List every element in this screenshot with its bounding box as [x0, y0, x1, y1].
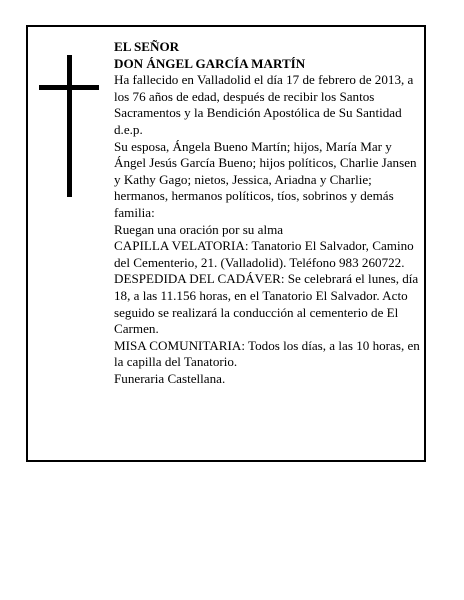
wake-chapel-paragraph: CAPILLA VELATORIA: Tanatorio El Salvador, Camino del Cementerio, 21. (Valladolid). Teléfono 983 260722.	[114, 238, 414, 270]
cross-icon	[39, 55, 99, 197]
notice-text-block	[114, 39, 424, 387]
funeral-home-paragraph: Funeraria Castellana.	[114, 370, 226, 386]
cross-horizontal-bar	[39, 85, 99, 90]
notice-title-line1: EL SEÑOR	[114, 39, 180, 54]
family-paragraph: Su esposa, Ángela Bueno Martín; hijos, María Mar y Ángel Jesús García Bueno; hijos políticos, Charlie Jansen y Kathy Gago; nietos, Jessica, Ariadna y Charlie; hermanos, hermanos políticos, tíos, sobrinos y demás familia:	[114, 138, 417, 220]
cross-vertical-bar	[67, 55, 72, 197]
farewell-paragraph: DESPEDIDA DEL CADÁVER: Se celebrará el lunes, día 18, a las 11.156 horas, en el Tanatorio El Salvador. Acto seguido se realizará la conducción al cementerio de El Carmen.	[114, 271, 419, 337]
death-notice-frame	[26, 25, 426, 462]
prayer-request-paragraph: Ruegan una oración por su alma	[114, 221, 284, 237]
death-announcement-paragraph: Ha fallecido en Valladolid el día 17 de febrero de 2013, a los 76 años de edad, después de recibir los Santos Sacramentos y la Bendición Apostólica de Su Santidad d.e.p.	[114, 72, 414, 137]
community-mass-paragraph: MISA COMUNITARIA: Todos los días, a las 10 horas, en la capilla del Tanatorio.	[114, 337, 420, 370]
notice-title-line2: DON ÁNGEL GARCÍA MARTÍN	[114, 55, 306, 71]
